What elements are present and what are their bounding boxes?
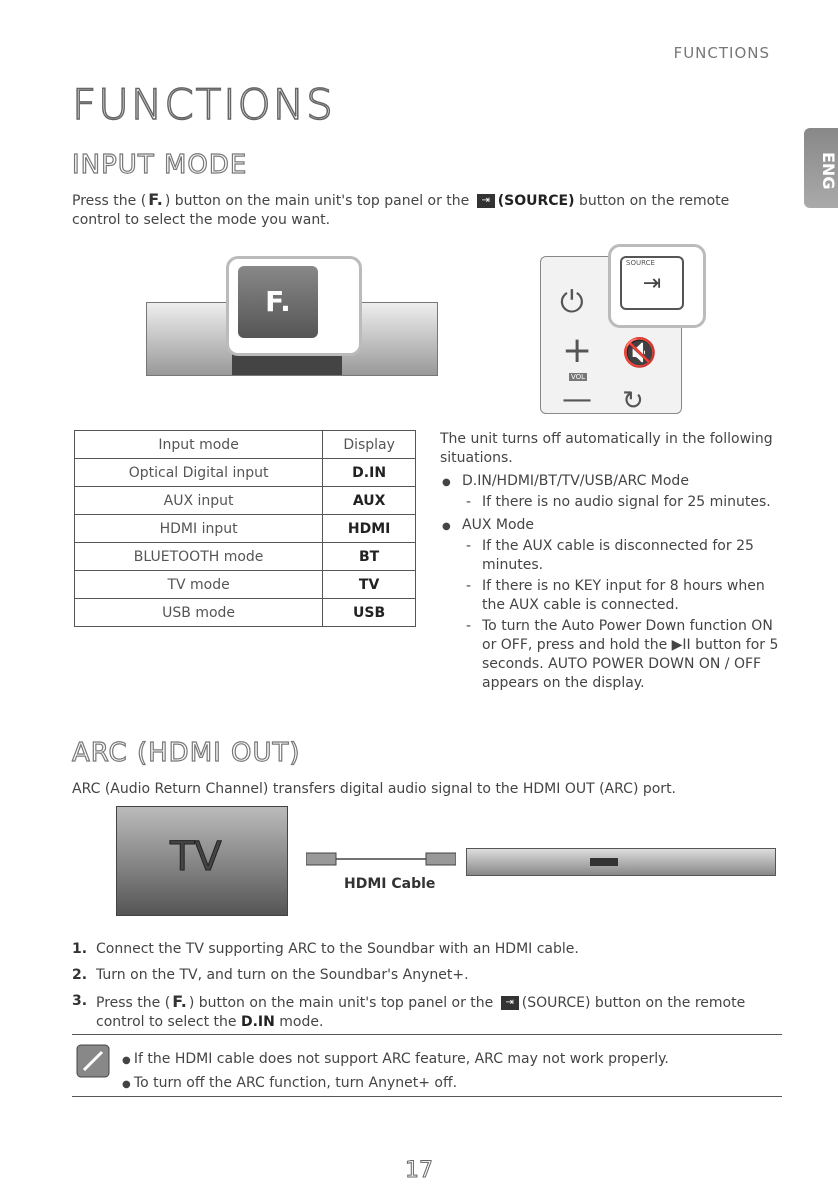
- input-mode-table: [74, 430, 416, 627]
- list-item: ● AUX Mode - If the AUX cable is disconnected for 25 minutes. - If there is no KEY input for 8 hours when the AUX cable is connected. - To turn the Auto Power Down function ON or OFF, press and hold the ▶II button for 5 seconds. AUTO POWER DOWN ON / OFF appears on the display.: [462, 516, 785, 693]
- note-item: ● If the HDMI cable does not support ARC feature, ARC may not work properly.: [122, 1048, 669, 1072]
- volume-up-icon: +: [562, 330, 593, 371]
- f-button-icon: F.: [148, 190, 163, 209]
- page-title: FUNCTIONS: [72, 80, 335, 129]
- hdmi-cable-illustration: [306, 850, 456, 868]
- soundbar-port: [590, 858, 618, 866]
- arc-steps: [72, 940, 782, 1039]
- table-header: Input mode: [75, 431, 323, 459]
- f-button-illustration: F.: [238, 266, 318, 338]
- notes: [122, 1048, 669, 1096]
- step-item: 3. Press the ( F. ) button on the main unit's top panel or the ⇥ (SOURCE) button on the remote control to select the D.IN mode.: [72, 992, 746, 1030]
- step-item: 1. Connect the TV supporting ARC to the Soundbar with an HDMI cable.: [72, 941, 579, 957]
- source-icon: ⇥: [477, 194, 495, 208]
- table-row: TV mode TV: [75, 571, 416, 599]
- page-number: 17: [405, 1158, 433, 1183]
- source-button-illustration: ⇥: [620, 256, 684, 310]
- note-icon: [76, 1044, 110, 1078]
- mute-icon: 🔇: [622, 336, 657, 369]
- table-row: USB mode USB: [75, 599, 416, 627]
- hdmi-cable-label: HDMI Cable: [344, 876, 436, 892]
- auto-off-section: [440, 430, 785, 697]
- repeat-icon: ↻: [622, 386, 644, 416]
- table-header: Display: [323, 431, 416, 459]
- list-item: ● D.IN/HDMI/BT/TV/USB/ARC Mode - If there is no audio signal for 25 minutes.: [462, 472, 785, 512]
- volume-label: VOL: [571, 373, 586, 381]
- divider: [72, 1096, 782, 1097]
- language-tab: ENG: [804, 128, 838, 208]
- table-row: BLUETOOTH mode BT: [75, 543, 416, 571]
- step-item: 2. Turn on the TV, and turn on the Soundbar's Anynet+.: [72, 967, 469, 983]
- running-header: FUNCTIONS: [673, 44, 770, 62]
- table-row: Optical Digital input D.IN: [75, 459, 416, 487]
- arc-heading: ARC (HDMI OUT): [72, 738, 301, 768]
- auto-off-intro: The unit turns off automatically in the following situations.: [440, 431, 773, 466]
- tv-label: TV: [170, 834, 222, 880]
- f-button-icon: F.: [172, 992, 187, 1011]
- power-icon: ⏻: [560, 285, 584, 320]
- source-button-label: SOURCE: [626, 259, 655, 267]
- volume-down-icon: —: [562, 382, 592, 417]
- input-mode-heading: INPUT MODE: [72, 150, 248, 180]
- divider: [72, 1034, 782, 1035]
- input-mode-intro: Press the ( F. ) button on the main unit's top panel or the ⇥ (SOURCE) button on the remote control to select the mode you want.: [72, 190, 730, 228]
- soundbar-illustration-arc: [466, 848, 776, 876]
- arc-description: ARC (Audio Return Channel) transfers digital audio signal to the HDMI OUT (ARC) port.: [72, 781, 677, 797]
- table-row: AUX input AUX: [75, 487, 416, 515]
- source-icon: ⇥: [501, 996, 519, 1010]
- table-row: HDMI input HDMI: [75, 515, 416, 543]
- note-item: ● To turn off the ARC function, turn Anynet+ off.: [122, 1072, 669, 1096]
